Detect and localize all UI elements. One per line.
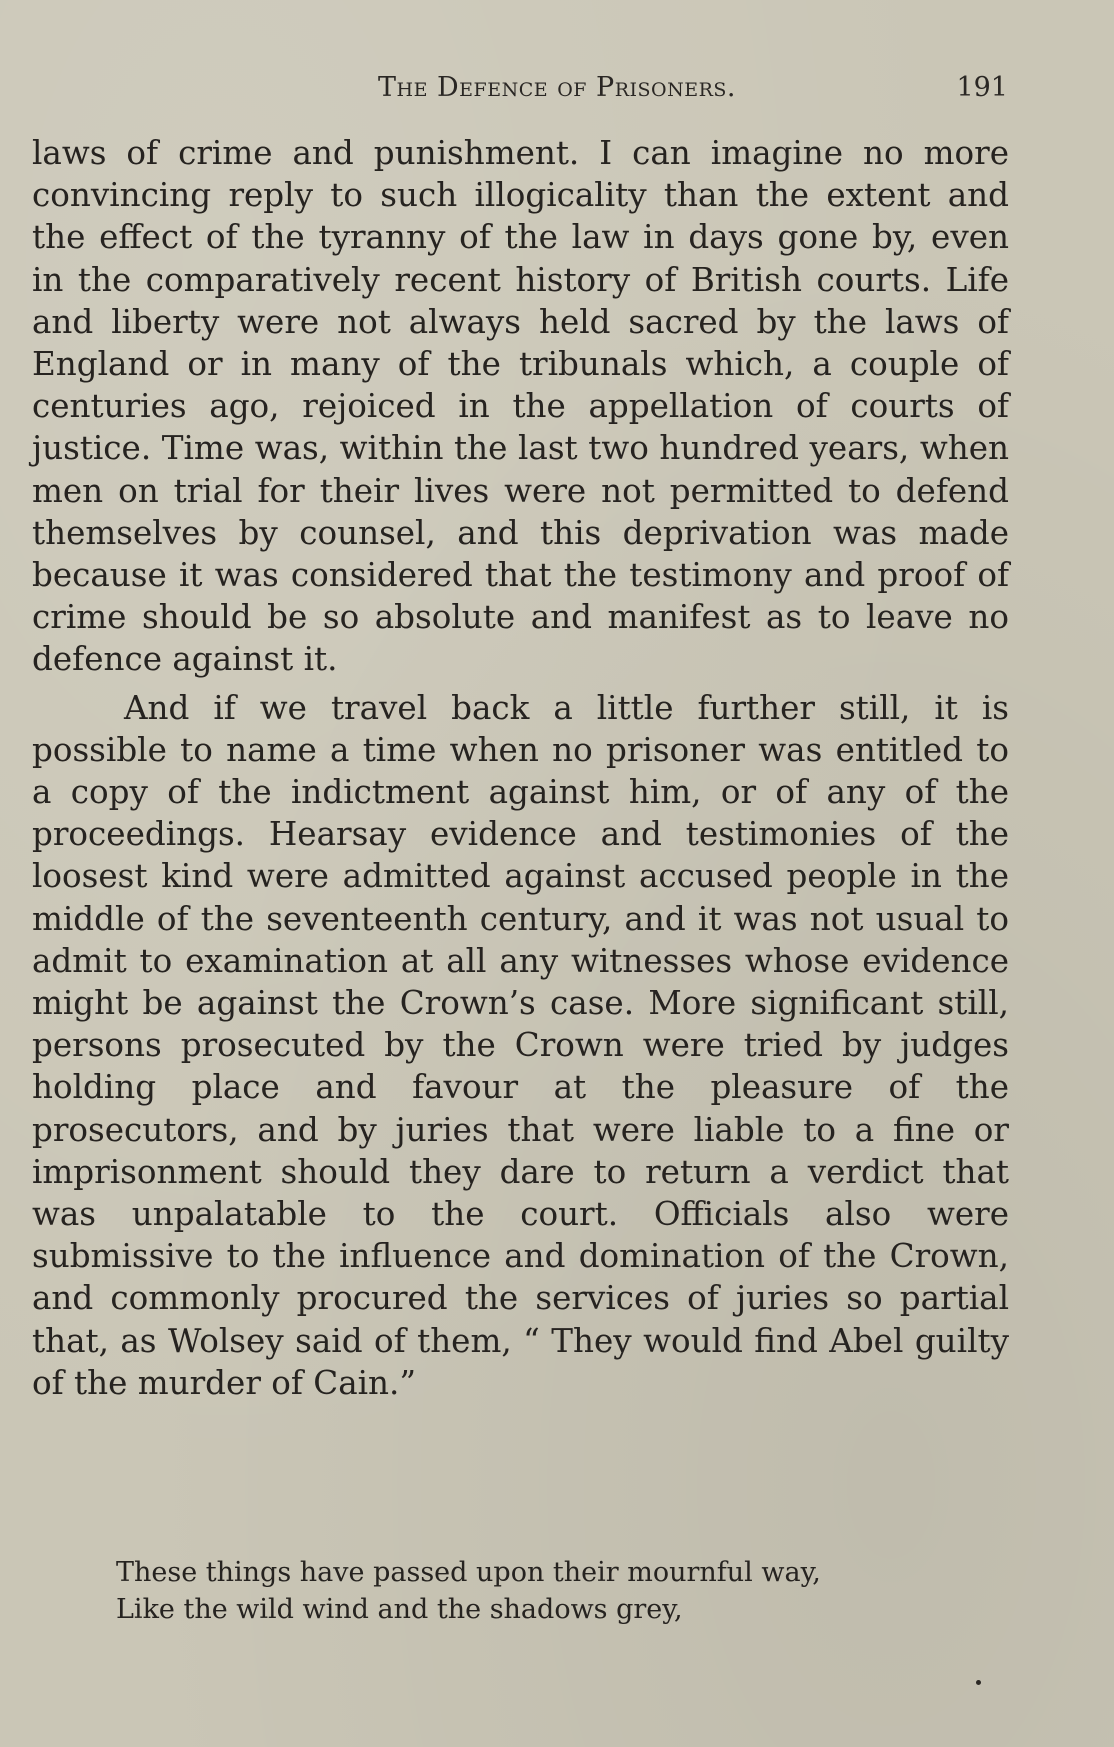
- running-title: The Defence of Prisoners.: [377, 72, 737, 103]
- running-head: [0, 72, 1114, 112]
- body-text: [32, 132, 1009, 1404]
- verse-line-1: These things have passed upon their mournful way,: [116, 1557, 821, 1588]
- ink-speck: [976, 1680, 981, 1685]
- paragraph-1: laws of crime and punishment. I can imagine no more convincing reply to such illogicality than the extent and the effect of the tyranny of the law in days gone by, even in the comparatively recent history of British courts. Life and liberty were not always held sacred by the laws of England or in many of the tribunals which, a couple of centuries ago, rejoiced in the appellation of courts of justice. Time was, within the last two hundred years, when men on trial for their lives were not permitted to defend themselves by counsel, and this deprivation was made because it was considered that the testimony and proof of crime should be so absolute and manifest as to leave no defence against it.: [32, 134, 1009, 679]
- verse-quotation: [116, 1554, 996, 1628]
- paragraph-2: And if we travel back a little further still, it is possible to name a time when no prisoner was entitled to a copy of the indictment against him, or of any of the proceedings. Hearsay evidence and testimonies of the loosest kind were admitted against accused people in the middle of the seventeenth century, and it was not usual to admit to examination at all any witnesses whose evidence might be against the Crown’s case. More significant still, persons prosecuted by the Crown were tried by judges holding place and favour at the pleasure of the prosecutors, and by juries that were liable to a fine or imprisonment should they dare to return a verdict that was unpalatable to the court. Officials also were submissive to the influence and domination of the Crown, and commonly procured the services of juries so partial that, as Wolsey said of them, “ They would find Abel guilty of the murder of Cain.”: [32, 688, 1009, 1402]
- page-number: 191: [956, 72, 1008, 103]
- verse-line-2: Like the wild wind and the shadows grey,: [116, 1594, 683, 1625]
